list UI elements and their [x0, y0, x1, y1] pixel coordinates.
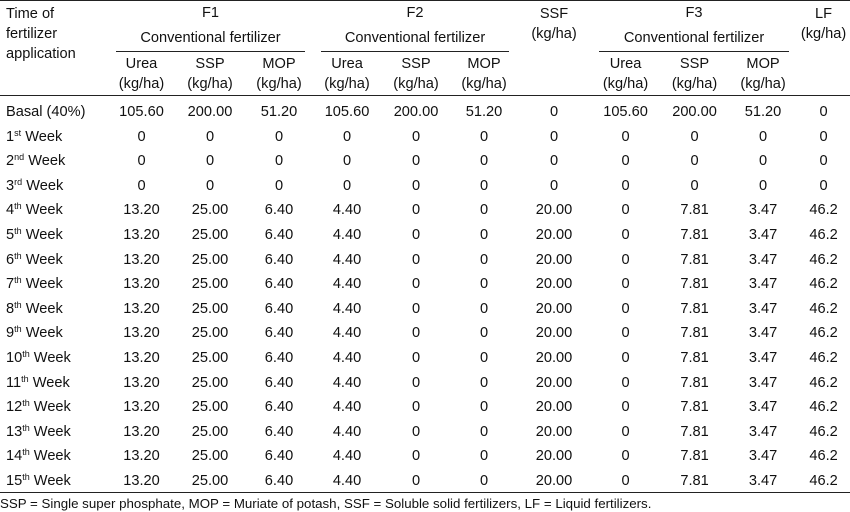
row-label-suffix: Week: [29, 472, 71, 489]
header-sub-name: SSP: [195, 55, 225, 72]
table-cell: 7.81: [680, 472, 709, 489]
row-label: [0, 346, 108, 371]
table-cell: 0: [411, 128, 421, 145]
table-cell: 20.00: [535, 423, 573, 440]
table-cell: 7.81: [680, 202, 709, 219]
table-cell: 7.81: [680, 448, 709, 465]
row-label-ordinal: th: [21, 373, 29, 384]
row-label-suffix: Week: [28, 374, 70, 391]
row-label-main: 7: [6, 276, 15, 293]
table-row: [0, 248, 850, 273]
table-cell: 0: [274, 128, 284, 145]
row-label: [0, 272, 108, 297]
table-cell: 0: [274, 177, 284, 194]
table-cell: 25.00: [191, 399, 229, 416]
table-row: [0, 420, 850, 445]
table-cell: 13.20: [123, 276, 160, 293]
table-cell: 0: [411, 325, 421, 342]
table-cell: 0: [479, 300, 489, 317]
row-label-suffix: Week: [21, 202, 63, 219]
row-label: [0, 223, 108, 248]
table-cell: 0: [690, 177, 699, 194]
header-sub-name: MOP: [746, 55, 780, 72]
table-cell: 13.20: [123, 226, 160, 243]
table-cell: 0: [411, 472, 421, 489]
table-cell: 4.40: [332, 349, 362, 366]
table-cell: 0: [549, 177, 559, 194]
table-cell: 3.47: [748, 399, 778, 416]
table-cell: 3.47: [748, 374, 778, 391]
row-label-suffix: Week: [29, 423, 71, 440]
table-cell: 6.40: [264, 226, 294, 243]
table-cell: 4.40: [332, 276, 362, 293]
table-cell: 7.81: [680, 374, 709, 391]
header-time-of-application: Time of fertilizer application: [0, 1, 108, 96]
table-row: [0, 174, 850, 199]
table-cell: 0: [479, 448, 489, 465]
header-sub-unit: (kg/ha): [256, 75, 302, 92]
table-cell: 0: [819, 153, 828, 170]
table-row: [0, 198, 850, 223]
table-footnote: SSP = Single super phosphate, MOP = Muriate of potash, SSF = Soluble solid fertilizers, LF = Liquid fertilizers.: [0, 492, 850, 511]
row-label-main: 6: [6, 251, 15, 268]
row-label-main: 9: [6, 325, 15, 342]
header-sub-unit: (kg/ha): [461, 75, 507, 92]
table-cell: 13.20: [123, 374, 160, 391]
table-cell: 0: [411, 300, 421, 317]
table-cell: 46.2: [809, 300, 838, 317]
table-cell: 4.40: [332, 423, 362, 440]
header-conventional-f1: Conventional fertilizer: [108, 25, 313, 52]
table-row: [0, 297, 850, 322]
row-label-ordinal: th: [14, 250, 22, 261]
table-cell: 0: [411, 349, 421, 366]
table-header: [0, 1, 850, 96]
table-cell: 4.40: [332, 374, 362, 391]
table-row: [0, 371, 850, 396]
table-cell: 105.60: [603, 104, 648, 120]
table-cell: 0: [137, 177, 146, 194]
table-cell: 0: [621, 226, 630, 243]
table-row: [0, 272, 850, 297]
table-cell: 46.2: [809, 423, 838, 440]
table-cell: 0: [621, 423, 630, 440]
table-cell: 0: [621, 202, 630, 219]
table-cell: 3.47: [748, 448, 778, 465]
table-cell: 0: [621, 472, 630, 489]
row-label-suffix: Week: [21, 226, 63, 243]
row-label-main: 4: [6, 202, 15, 219]
table-cell: 46.2: [809, 374, 838, 391]
table-cell: 4.40: [332, 300, 362, 317]
table-cell: 0: [479, 251, 489, 268]
row-label: [0, 420, 108, 445]
header-conventional-f3: Conventional fertilizer: [591, 25, 797, 52]
row-label-suffix: Week: [21, 128, 63, 145]
table-cell: 200.00: [672, 104, 717, 120]
row-label-ordinal: th: [22, 447, 30, 458]
table-cell: 0: [819, 177, 828, 194]
table-row: [0, 125, 850, 150]
table-cell: 25.00: [191, 472, 229, 489]
table-cell: 0: [411, 177, 421, 194]
row-label-ordinal: th: [22, 348, 30, 359]
table-row: [0, 149, 850, 174]
header-sub-name: SSP: [401, 55, 431, 72]
table-cell: 13.20: [123, 423, 160, 440]
table-cell: 20.00: [535, 448, 573, 465]
table-cell: 20.00: [535, 202, 573, 219]
table-row: [0, 223, 850, 248]
row-label-main: 11: [6, 374, 22, 391]
table-cell: 0: [621, 276, 630, 293]
table-cell: 13.20: [123, 448, 160, 465]
row-label-main: 2: [6, 153, 15, 170]
table-cell: 6.40: [264, 448, 294, 465]
table-cell: 13.20: [123, 251, 160, 268]
header-sub-name: Urea: [125, 55, 158, 72]
table-cell: 20.00: [535, 325, 573, 342]
header-lf: [797, 1, 850, 96]
table-cell: 51.20: [744, 104, 782, 120]
header-f1-ssp: [175, 52, 245, 96]
header-f2-urea: [313, 52, 381, 96]
header-sub-unit: (kg/ha): [324, 75, 370, 92]
row-label: [0, 297, 108, 322]
row-label-main: 15: [6, 472, 23, 489]
table-cell: 0: [549, 104, 559, 120]
row-label-main: 3: [6, 177, 15, 194]
table-cell: 6.40: [264, 349, 294, 366]
table-cell: 0: [411, 202, 421, 219]
table-cell: 105.60: [324, 104, 370, 120]
row-label: [0, 149, 108, 174]
table-cell: 0: [479, 226, 489, 243]
table-cell: 25.00: [191, 226, 229, 243]
table-cell: 0: [411, 374, 421, 391]
header-f2-ssp: [381, 52, 451, 96]
row-label: [0, 371, 108, 396]
table-row: [0, 346, 850, 371]
table-cell: 200.00: [187, 104, 233, 120]
table-cell: 3.47: [748, 251, 778, 268]
table-cell: 0: [621, 251, 630, 268]
table-cell: 0: [819, 128, 828, 145]
table-cell: 13.20: [123, 349, 160, 366]
table-cell: 0: [621, 128, 630, 145]
row-label-ordinal: th: [14, 275, 22, 286]
table-row: [0, 321, 850, 346]
table-cell: 51.20: [465, 104, 503, 120]
table-cell: 0: [690, 153, 699, 170]
table-body: [0, 96, 850, 494]
table-cell: 7.81: [680, 423, 709, 440]
table-cell: 20.00: [535, 374, 573, 391]
table-cell: 4.40: [332, 325, 362, 342]
row-label-main: 13: [6, 423, 23, 440]
header-f1-urea: [108, 52, 175, 96]
row-label: [0, 96, 108, 125]
row-label-ordinal: th: [22, 398, 30, 409]
row-label-ordinal: nd: [14, 152, 25, 163]
row-label-ordinal: rd: [14, 176, 23, 187]
row-label: [0, 395, 108, 420]
row-label-ordinal: th: [22, 422, 30, 433]
row-label-main: 8: [6, 300, 15, 317]
row-label-ordinal: st: [14, 127, 22, 138]
table-cell: 4.40: [332, 251, 362, 268]
table-cell: 0: [621, 153, 630, 170]
header-group-f2: F2: [313, 1, 517, 26]
table-row: [0, 444, 850, 469]
table-cell: 3.47: [748, 226, 778, 243]
table-cell: 46.2: [809, 399, 838, 416]
table-cell: 20.00: [535, 399, 573, 416]
table-cell: 6.40: [264, 472, 294, 489]
table-cell: 3.47: [748, 423, 778, 440]
header-sub-name: SSP: [679, 55, 710, 72]
table-cell: 20.00: [535, 251, 573, 268]
table-cell: 0: [549, 153, 559, 170]
row-label: [0, 174, 108, 199]
row-label: [0, 444, 108, 469]
table-cell: 0: [411, 276, 421, 293]
row-label: [0, 469, 108, 494]
table-cell: 6.40: [264, 276, 294, 293]
table-cell: 105.60: [119, 104, 164, 120]
row-label: [0, 125, 108, 150]
table-cell: 25.00: [191, 300, 229, 317]
table-cell: 7.81: [680, 226, 709, 243]
table-cell: 20.00: [535, 349, 573, 366]
table-cell: 6.40: [264, 399, 294, 416]
table-cell: 0: [342, 177, 352, 194]
table-cell: 200.00: [393, 104, 439, 120]
header-subcolumns: [0, 52, 850, 96]
table-cell: 0: [479, 202, 489, 219]
table-cell: 25.00: [191, 251, 229, 268]
table-cell: 4.40: [332, 202, 362, 219]
header-sub-unit: (kg/ha): [602, 75, 649, 92]
table-cell: 0: [137, 153, 146, 170]
row-label-suffix: Week: [21, 251, 63, 268]
row-label: [0, 248, 108, 273]
table-cell: 0: [621, 448, 630, 465]
table-cell: 0: [479, 399, 489, 416]
table-cell: 7.81: [680, 399, 709, 416]
table-row: [0, 96, 850, 125]
table-cell: 46.2: [809, 226, 838, 243]
table-cell: 4.40: [332, 448, 362, 465]
table-cell: 0: [621, 374, 630, 391]
header-f1-mop: [245, 52, 313, 96]
table-cell: 0: [479, 472, 489, 489]
table-cell: 6.40: [264, 251, 294, 268]
row-label-main: 10: [6, 349, 23, 366]
table-cell: 25.00: [191, 202, 229, 219]
table-cell: 46.2: [809, 202, 838, 219]
table-cell: 6.40: [264, 325, 294, 342]
table-cell: 6.40: [264, 300, 294, 317]
table-cell: 0: [479, 128, 489, 145]
table-cell: 0: [205, 177, 215, 194]
header-sub-unit: (kg/ha): [671, 75, 718, 92]
header-sub-name: Urea: [331, 55, 363, 72]
table-cell: 7.81: [680, 349, 709, 366]
table-cell: 0: [137, 128, 146, 145]
row-label-suffix: Week: [24, 153, 66, 170]
table-cell: 0: [479, 276, 489, 293]
table-cell: 0: [205, 128, 215, 145]
table-cell: 13.20: [123, 300, 160, 317]
table-cell: 0: [479, 374, 489, 391]
header-f3-urea: [591, 52, 660, 96]
table-cell: 0: [479, 325, 489, 342]
header-sub-unit: (kg/ha): [118, 75, 165, 92]
table-cell: 46.2: [809, 251, 838, 268]
table-cell: 0: [819, 104, 828, 120]
row-label-suffix: Week: [29, 399, 71, 416]
row-label-ordinal: th: [14, 299, 22, 310]
row-label-suffix: Week: [21, 325, 63, 342]
table-cell: 25.00: [191, 276, 229, 293]
table-cell: 46.2: [809, 472, 838, 489]
row-label-ordinal: th: [22, 471, 30, 482]
header-f2-mop: [451, 52, 517, 96]
row-label-suffix: Week: [29, 448, 71, 465]
table-cell: 0: [411, 399, 421, 416]
table-cell: 0: [621, 399, 630, 416]
header-sub-name: Urea: [609, 55, 642, 72]
row-label-main: Basal (40%): [6, 104, 86, 120]
header-ssf-unit: (kg/ha): [531, 26, 577, 42]
table-cell: 0: [205, 153, 215, 170]
table-row: [0, 469, 850, 494]
header-sub-unit: (kg/ha): [393, 75, 439, 92]
table-cell: 0: [758, 153, 768, 170]
table-cell: 20.00: [535, 300, 573, 317]
table-cell: 13.20: [123, 399, 160, 416]
row-label-main: 14: [6, 448, 23, 465]
table-cell: 3.47: [748, 349, 778, 366]
header-sub-name: MOP: [467, 55, 501, 72]
table-cell: 3.47: [748, 276, 778, 293]
row-label: [0, 321, 108, 346]
table-cell: 3.47: [748, 472, 778, 489]
table-cell: 20.00: [535, 226, 573, 243]
header-f3-ssp: [660, 52, 729, 96]
row-label-ordinal: th: [14, 324, 22, 335]
table-cell: 0: [479, 153, 489, 170]
table-cell: 51.20: [260, 104, 298, 120]
row-label-main: 5: [6, 226, 15, 243]
row-label-suffix: Week: [29, 349, 71, 366]
table-cell: 46.2: [809, 448, 838, 465]
row-label-suffix: Week: [21, 300, 63, 317]
table-cell: 25.00: [191, 325, 229, 342]
header-conventional-f2: Conventional fertilizer: [313, 25, 517, 52]
table-cell: 25.00: [191, 423, 229, 440]
table-cell: 0: [342, 153, 352, 170]
header-f3-mop: [729, 52, 797, 96]
table-cell: 0: [758, 128, 768, 145]
table-cell: 0: [621, 300, 630, 317]
table-cell: 3.47: [748, 202, 778, 219]
table-cell: 13.20: [123, 325, 160, 342]
table-cell: 0: [411, 423, 421, 440]
table-cell: 0: [411, 251, 421, 268]
table-cell: 13.20: [123, 202, 160, 219]
table-cell: 0: [621, 325, 630, 342]
table-cell: 0: [342, 128, 352, 145]
row-label-suffix: Week: [21, 276, 63, 293]
table-cell: 20.00: [535, 276, 573, 293]
table-cell: 0: [549, 128, 559, 145]
table-cell: 25.00: [191, 448, 229, 465]
header-ssf: [517, 1, 591, 96]
table-cell: 0: [411, 226, 421, 243]
table-cell: 46.2: [809, 349, 838, 366]
table-cell: 46.2: [809, 325, 838, 342]
table-cell: 7.81: [680, 276, 709, 293]
table-cell: 0: [479, 349, 489, 366]
header-lf-unit: (kg/ha): [800, 26, 847, 42]
header-sub-name: MOP: [262, 55, 296, 72]
table-cell: 6.40: [264, 202, 294, 219]
table-cell: 25.00: [191, 374, 229, 391]
table-cell: 20.00: [535, 472, 573, 489]
table-cell: 0: [274, 153, 284, 170]
table-cell: 0: [621, 177, 630, 194]
header-sub-unit: (kg/ha): [740, 75, 786, 92]
table-cell: 0: [479, 177, 489, 194]
table-cell: 7.81: [680, 325, 709, 342]
row-label-main: 1: [6, 128, 15, 145]
table-cell: 0: [621, 349, 630, 366]
row-label-ordinal: th: [14, 225, 22, 236]
table-cell: 4.40: [332, 399, 362, 416]
table-cell: 3.47: [748, 325, 778, 342]
table-cell: 13.20: [123, 472, 160, 489]
table-cell: 0: [479, 423, 489, 440]
table-cell: 6.40: [264, 374, 294, 391]
table-row: [0, 395, 850, 420]
row-label-ordinal: th: [14, 201, 22, 212]
row-label-suffix: Week: [22, 177, 64, 194]
header-ssf-label: SSF: [539, 6, 569, 22]
table-cell: 25.00: [191, 349, 229, 366]
table-cell: 3.47: [748, 300, 778, 317]
row-label: [0, 198, 108, 223]
table-cell: 6.40: [264, 423, 294, 440]
table-cell: 0: [411, 153, 421, 170]
header-lf-label: LF: [815, 6, 833, 22]
table-cell: 7.81: [680, 300, 709, 317]
table-cell: 0: [411, 448, 421, 465]
table-cell: 46.2: [809, 276, 838, 293]
table-cell: 0: [758, 177, 768, 194]
table-cell: 7.81: [680, 251, 709, 268]
row-label-main: 12: [6, 399, 23, 416]
header-sub-unit: (kg/ha): [187, 75, 233, 92]
table-cell: 4.40: [332, 472, 362, 489]
table-cell: 0: [690, 128, 699, 145]
header-group-f3: F3: [591, 1, 797, 26]
header-group-f1: F1: [108, 1, 313, 26]
table-cell: 4.40: [332, 226, 362, 243]
